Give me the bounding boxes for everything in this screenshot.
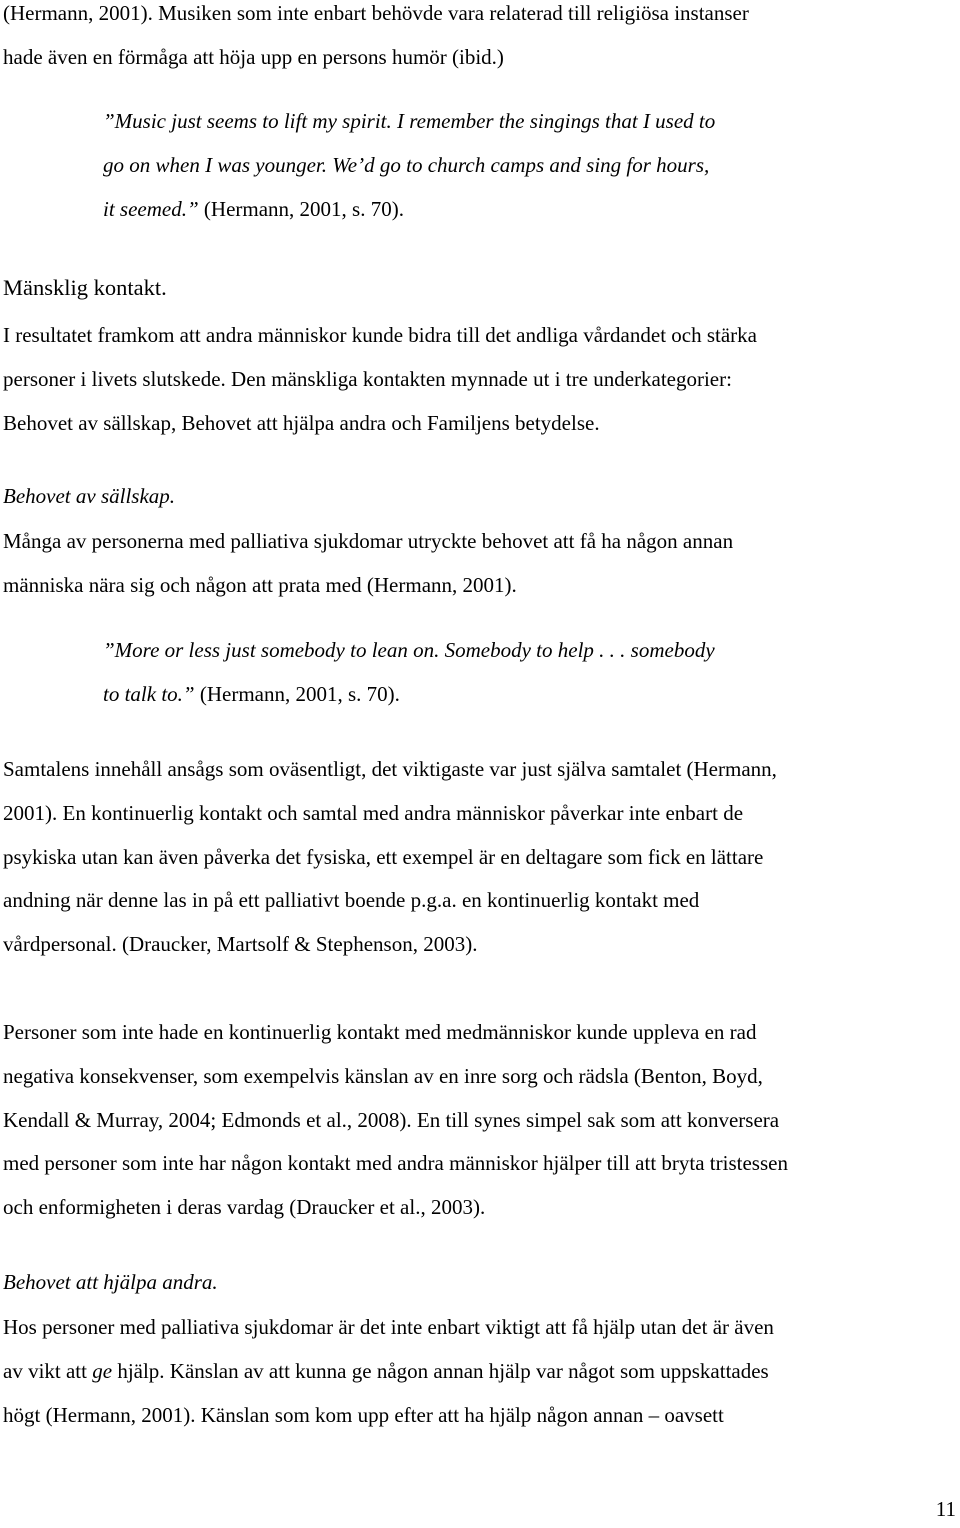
paragraph-line: 2001). En kontinuerlig kontakt och samtal med andra människor påverkar inte enbart de [3, 800, 744, 825]
paragraph-line: I resultatet framkom att andra människor kunde bidra till det andliga vårdandet och stärka [3, 323, 757, 347]
paragraph-line: negativa konsekvenser, som exempelvis känslan av en inre sorg och rädsla (Benton, Boyd, [3, 1063, 763, 1088]
paragraph-line: Hos personer med palliativa sjukdomar är det inte enbart viktigt att få hjälp utan det är även [3, 1315, 774, 1339]
text-run: hjälp. Känslan av att kunna ge någon annan hjälp var något som uppskattades [112, 1358, 769, 1383]
page-number: 11 [935, 1497, 956, 1521]
paragraph-hjalpa-andra [3, 1306, 774, 1437]
block-quote-lean-on [103, 629, 715, 717]
emphasis-ge: ge [92, 1358, 113, 1383]
paragraph-personer [3, 1011, 788, 1230]
quote-line: ”More or less just somebody to lean on. Somebody to help . . . somebody [103, 638, 715, 662]
paragraph-line: personer i livets slutskede. Den mänskliga kontakten mynnade ut i tre underkategorier: [3, 366, 732, 391]
paragraph-manskliga-kontakten [3, 314, 757, 445]
subheading-hjalpa-andra: Behovet att hjälpa andra. [3, 1270, 218, 1294]
paragraph-line: Många av personerna med palliativa sjukdomar utryckte behovet att få ha någon annan [3, 529, 734, 553]
quote-text: it seemed.” [103, 196, 199, 221]
quote-citation: (Hermann, 2001, s. 70). [198, 196, 404, 221]
paragraph-line: människa nära sig och någon att prata med (Hermann, 2001). [3, 572, 517, 597]
paragraph-line: Behovet av sällskap, Behovet att hjälpa andra och Familjens betydelse. [3, 410, 600, 435]
paragraph-line: vårdpersonal. (Draucker, Martsolf & Stephenson, 2003). [3, 932, 478, 957]
quote-citation: (Hermann, 2001, s. 70). [194, 681, 400, 706]
quote-line: ”Music just seems to lift my spirit. I remember the singings that I used to [103, 109, 716, 133]
paragraph-line: Personer som inte hade en kontinuerlig kontakt med medmänniskor kunde uppleva en rad [3, 1020, 757, 1044]
paragraph-line: med personer som inte har någon kontakt med andra människor hjälper till att bryta tristessen [3, 1151, 788, 1176]
paragraph-sallskap [3, 520, 733, 608]
section-heading: Mänsklig kontakt. [3, 275, 167, 300]
paragraph-samtalens [3, 748, 777, 967]
paragraph-intro [3, 0, 749, 80]
paragraph-line: Samtalens innehåll ansågs som oväsentligt, det viktigaste var just själva samtalet (Hermann, [3, 757, 777, 781]
text-run: av vikt att [3, 1358, 93, 1383]
paragraph-line: och enformigheten i deras vardag (Draucker et al., 2003). [3, 1195, 486, 1220]
paragraph-line: andning när denne las in på ett palliativt boende p.g.a. en kontinuerlig kontakt med [3, 888, 700, 913]
paragraph-line: Kendall & Murray, 2004; Edmonds et al., 2008). En till synes simpel sak som att konversera [3, 1107, 780, 1132]
paragraph-line: hade även en förmåga att höja upp en persons humör (ibid.) [3, 44, 504, 69]
quote-line: go on when I was younger. We’d go to church camps and sing for hours, [103, 152, 710, 177]
paragraph-line: psykiska utan kan även påverka det fysiska, ett exempel är en deltagare som fick en lättare [3, 844, 764, 869]
quote-text: to talk to.” [103, 681, 195, 706]
subheading-sallskap: Behovet av sällskap. [3, 484, 176, 508]
paragraph-line: högt (Hermann, 2001). Känslan som kom upp efter att ha hjälp någon annan – oavsett [3, 1402, 724, 1427]
paragraph-line [3, 1359, 769, 1383]
block-quote-music [103, 100, 715, 231]
paragraph-line: (Hermann, 2001). Musiken som inte enbart behövde vara relaterad till religiösa instanser [3, 1, 749, 25]
